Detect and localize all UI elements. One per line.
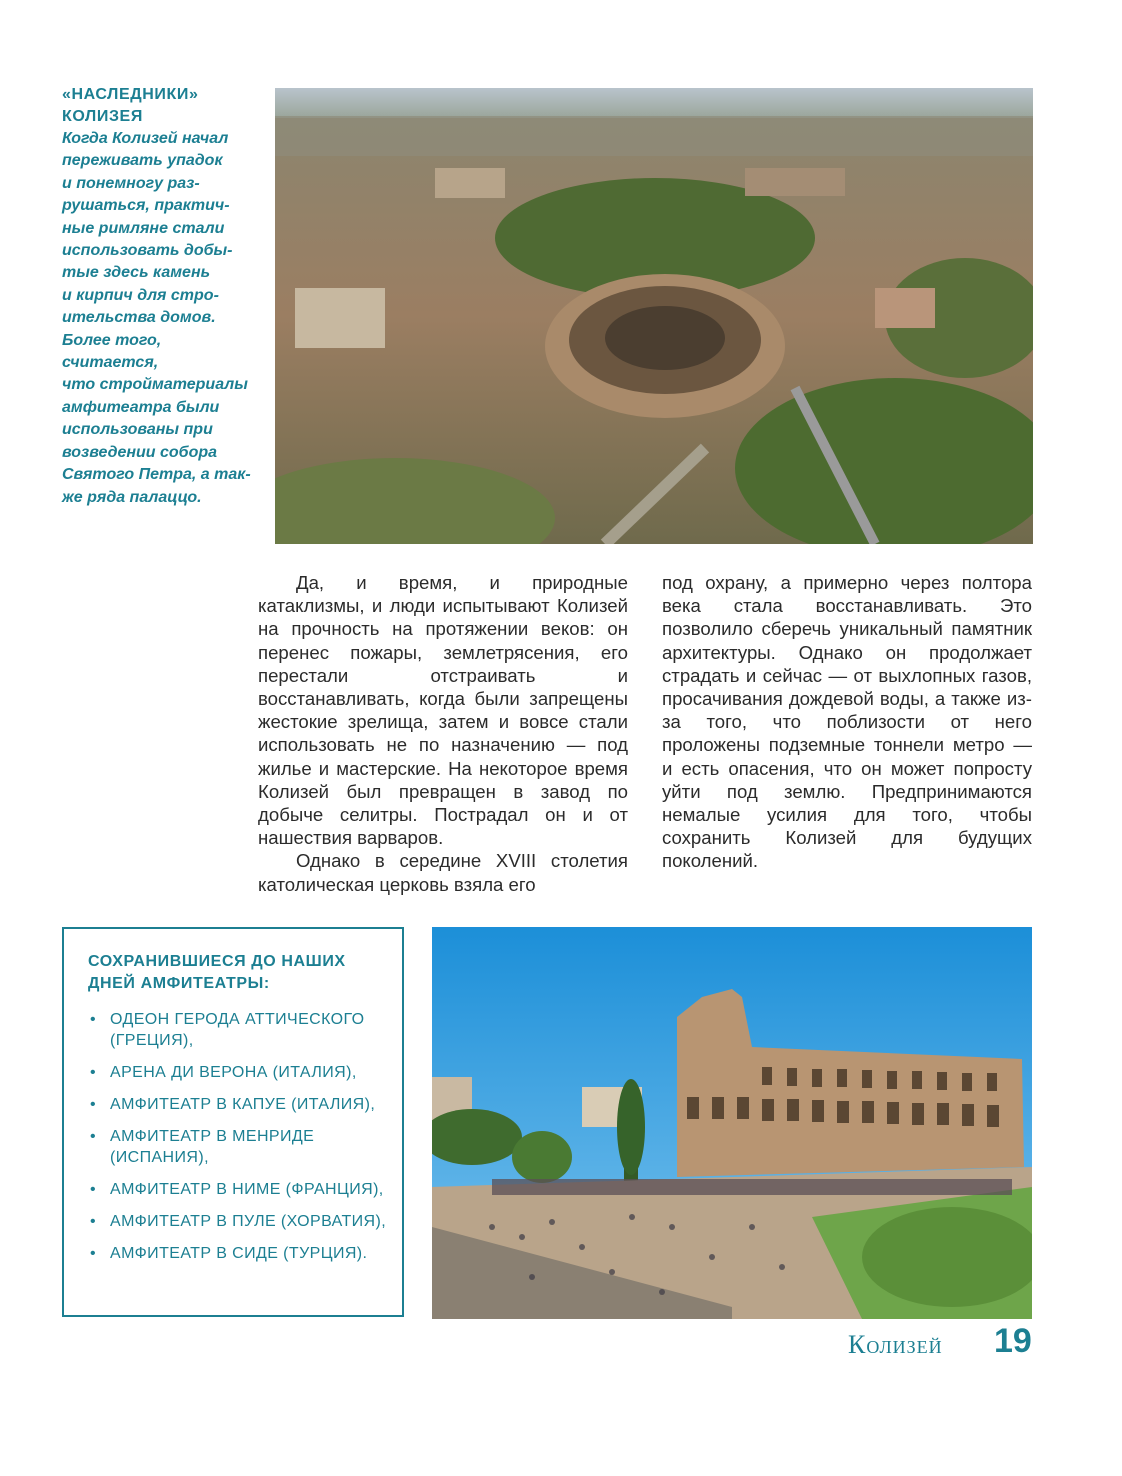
sidebar-title-line2: КОЛИЗЕЯ xyxy=(62,108,143,125)
bullet: • xyxy=(90,1181,97,1198)
bullet: • xyxy=(90,1064,97,1081)
article-paragraph: Однако в середине XVIII столетия католическая церковь взяла его xyxy=(258,850,628,895)
sidebar-text: Когда Колизей начал переживать упадок и понемногу раз- рушаться, практич- ные римляне стали использовать добы- тые здесь камень и кирпич для стро- ительства домов. Более того, считается, что стройматериалы амфитеатра были использованы при возведении собора Святого Петра, а так- же ряда палаццо. xyxy=(62,130,251,506)
amphitheatres-list xyxy=(88,1009,393,1275)
bullet: • xyxy=(90,1011,97,1028)
bullet: • xyxy=(90,1213,97,1230)
article-paragraph: под охрану, а примерно через полтора века стала восстанавливать. Это позволило сберечь уникальный памятник архитектуры. Однако он продолжает страдать и сейчас — от выхлопных газов, просачивания дождевой воды, а также из-за того, что поблизости от него проложены подземные тоннели метро — и есть опасения, что он может попросту уйти под землю. Предпринимаются немалые усилия для того, чтобы сохранить Колизей для будущих поколений. xyxy=(662,572,1032,872)
colosseum-ground-photo xyxy=(432,927,1032,1319)
list-item: • АРЕНА ДИ ВЕРОНА (ИТАЛИЯ), xyxy=(90,1064,357,1081)
colosseum-aerial-photo xyxy=(275,88,1033,544)
sidebar-title-line1: «НАСЛЕДНИКИ» xyxy=(62,86,199,103)
amphitheatres-box xyxy=(62,927,404,1317)
list-item: • АМФИТЕАТР В КАПУЕ (ИТАЛИЯ), xyxy=(90,1096,376,1113)
bullet: • xyxy=(90,1096,97,1113)
footer-title: Колизей xyxy=(848,1330,943,1359)
bullet: • xyxy=(90,1128,97,1145)
article-column-right xyxy=(662,571,1032,873)
box-title: СОХРАНИВШИЕСЯ ДО НАШИХ ДНЕЙ АМФИТЕАТРЫ: xyxy=(88,953,346,992)
list-item: • АМФИТЕАТР В ПУЛЕ (ХОРВАТИЯ), xyxy=(90,1213,387,1230)
sidebar-title xyxy=(62,84,258,128)
list-item: • АМФИТЕАТР В МЕНРИДЕ (ИСПАНИЯ), xyxy=(90,1128,315,1166)
list-item: • АМФИТЕАТР В НИМЕ (ФРАНЦИЯ), xyxy=(90,1181,384,1198)
article-column-left xyxy=(258,571,628,896)
article-paragraph: Да, и время, и природные катаклизмы, и люди испытывают Колизей на прочность на протяжении веков: он перенес пожары, землетрясения, его перестали отстраивать и восстанавливать, когда были запрещены жестокие зрелища, затем и вовсе стали использовать не по назначению — под жилье и мастерские. На некоторое время Колизей был превращен в завод по добыче селитры. Пострадал он и от нашествия варваров. xyxy=(258,572,628,849)
list-item: • АМФИТЕАТР В СИДЕ (ТУРЦИЯ). xyxy=(90,1245,368,1262)
bullet: • xyxy=(90,1245,97,1262)
sidebar-note xyxy=(62,84,258,509)
page-number: 19 xyxy=(994,1322,1032,1360)
list-item: • ОДЕОН ГЕРОДА АТТИЧЕСКОГО (ГРЕЦИЯ), xyxy=(90,1011,365,1049)
